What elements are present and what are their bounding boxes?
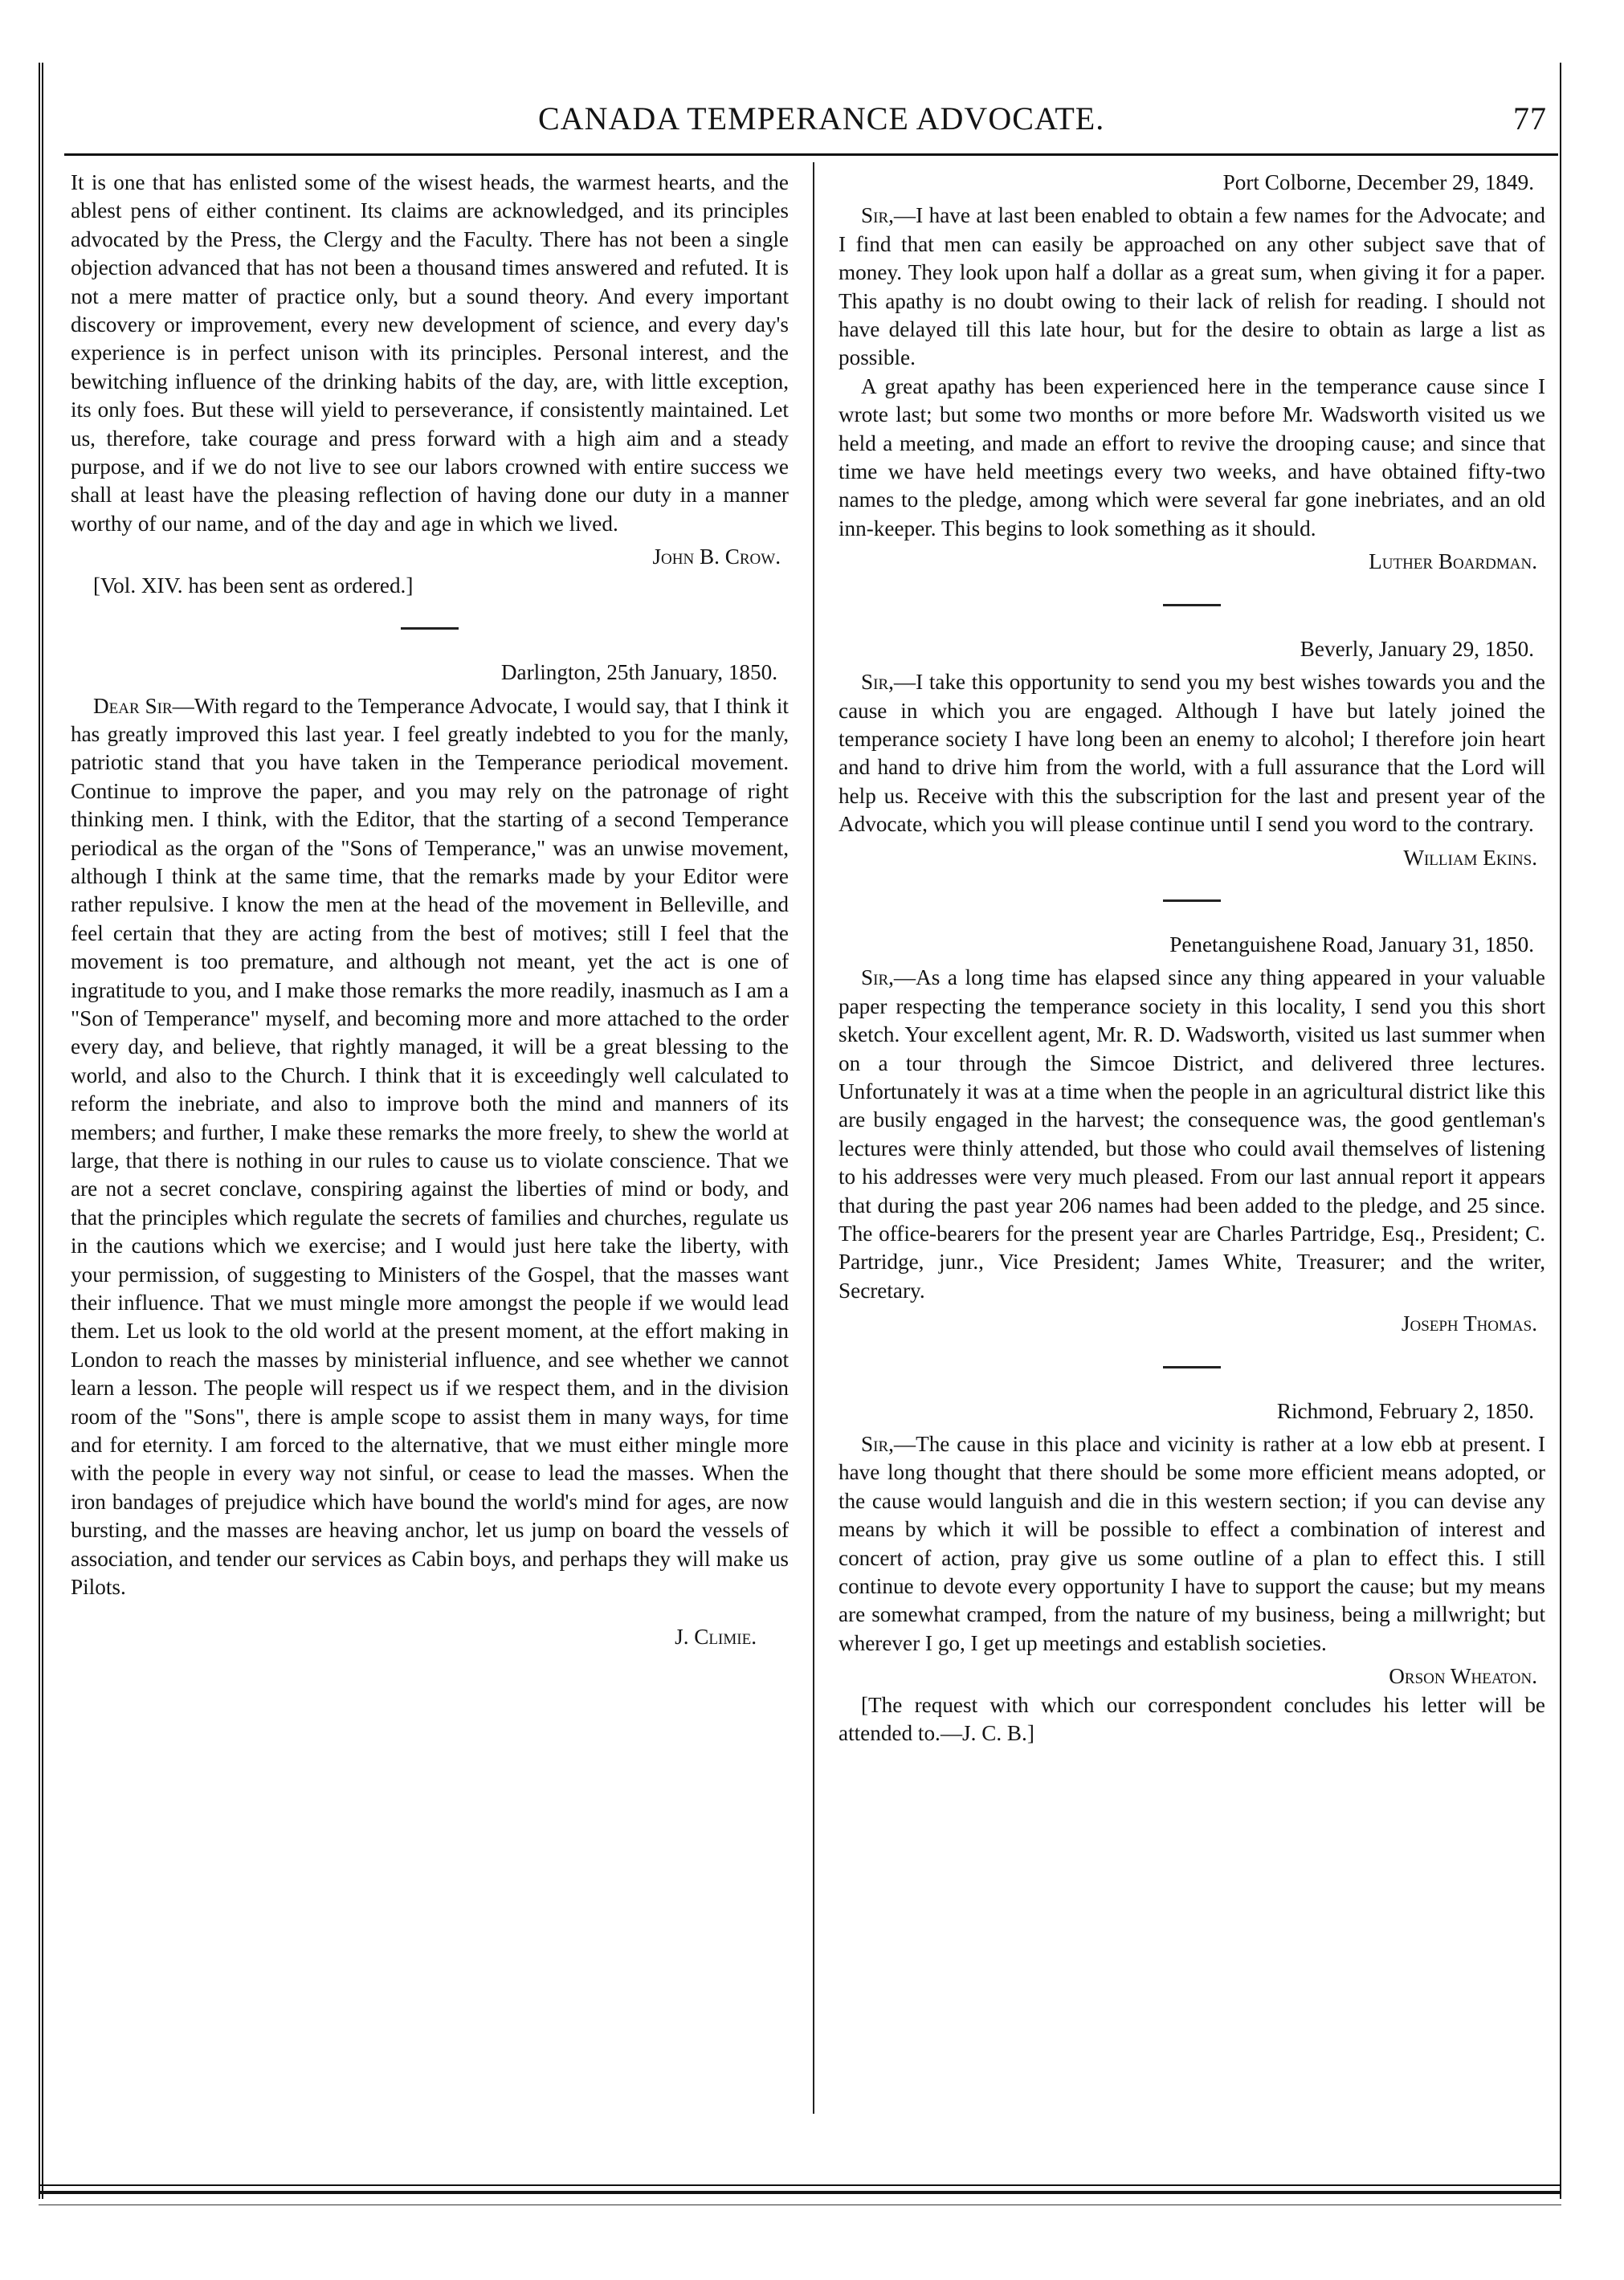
letter-wheaton-body <box>839 1430 1545 1658</box>
signature-climie: J. Climie. <box>675 1624 757 1649</box>
section-separator <box>1163 899 1221 902</box>
salutation: Sir, <box>861 203 894 228</box>
section-separator <box>1163 1366 1221 1368</box>
page-number: 77 <box>1513 100 1547 137</box>
section-separator <box>401 627 459 630</box>
signature-ekins: William Ekins. <box>1403 845 1537 870</box>
letter-climie-body <box>71 692 789 1602</box>
salutation: Sir, <box>861 1432 894 1457</box>
running-header <box>64 93 1558 149</box>
letter-boardman-body <box>839 202 1545 372</box>
editor-note-right: [The request with which our correspondent concludes his letter will be attended to.—J. C. B.] <box>839 1692 1545 1746</box>
signature-boardman: Luther Boardman. <box>1369 549 1537 574</box>
bottom-rule <box>39 2184 1561 2194</box>
salutation: Sir, <box>861 965 894 990</box>
dateline-penetanguishene: Penetanguishene Road, January 31, 1850. <box>1169 932 1534 956</box>
dateline-darlington: Darlington, 25th January, 1850. <box>500 660 777 685</box>
letter-climie-text: —With regard to the Temperance Advocate, I would say, that I think it has greatly improved this last year. I feel greatly indebted to you for the manly, patriotic stand that you have taken in the Temperance periodical movement. Continue to improve the paper, and you may rely on the patronage of right thinking men. I think, with the Editor, that the starting of a second Temperance periodical as the organ of the "Sons of Temperance," was an unwise movement, although I think at the same time, that the remarks made by your Editor were rather repulsive. I know the men at the head of the movement in Belleville, and feel certain that they are acting from the best of motives; still I feel that the movement is too premature, and although not meant, yet the act is one of ingratitude to you, and I make those remarks the more readily, inasmuch as I am a "Son of Temperance" myself, and becoming more and more attached to the order every day, and believe, that rightly managed, it will be a great blessing to the world, and also to the Church. I think that it is exceedingly well calculated to reform the inebriate, and also to improve both the mind and manners of its members; and further, I make these remarks the more freely, to shew the world at large, that there is nothing in our rules to cause us to violate conscience. That we are not a secret conclave, conspiring against the liberties of mind or body, and that the principles which regulate the secrets of families and churches, regulate us in the cautions which we exercise; and I would just here take the liberty, with your permission, of suggesting to Ministers of the Gospel, that the masses want their influence. That we must mingle more amongst the people if we would lead them. Let us look to the old world at the present moment, at the effort making in London to reach the masses by ministerial influence, and see whether we cannot learn a lesson. The people will respect us if we respect them, and in the division room of the "Sons", there is ample scope to assist them in many ways, for time and for eternity. I am forced to the alternative, that we must either mingle more with the people in every way not sinful, or cease to lead the masses. When the iron bandages of prejudice which have bound the world's mind for ages, are now bursting, and the masses are heaving anchor, let us jump on board the vessels of association, and tender our services as Cabin boys, and perhaps they will make us Pilots. <box>71 693 789 1600</box>
letter-ekins-body <box>839 668 1545 838</box>
dateline-port-colborne: Port Colborne, December 29, 1849. <box>1222 170 1534 194</box>
right-column <box>839 169 1545 1748</box>
column-divider <box>813 162 814 2114</box>
salutation: Sir, <box>861 670 894 695</box>
dateline-beverly: Beverly, January 29, 1850. <box>1300 636 1534 661</box>
salutation: Dear Sir <box>93 693 173 718</box>
letter-crow-body: It is one that has enlisted some of the wisest heads, the warmest hearts, and the ablest pens of either continent. Its claims are acknowledged, and its principles advocated by the Press, the Clergy and the Faculty. There has not been a single objection advanced that has not been a thousand times answered and refuted. It is not a mere matter of practice only, but a sound theory. And every important discovery or improvement, every new development of science, and every day's experience is in perfect unison with its principles. Personal interest, and the bewitching influence of the drinking habits of the day, are, with little exception, its only foes. But these will yield to perseverance, if consistently maintained. Let us, therefore, take courage and press forward with a high aim and a steady purpose, and if we do not live to see our labors crowned with entire success we shall at least have the pleasing reflection of having done our duty in a manner worthy of our name, and of the day and age in which we lived. <box>71 170 789 536</box>
letter-thomas-body <box>839 964 1545 1305</box>
editor-note-left: [Vol. XIV. has been sent as ordered.] <box>93 573 414 598</box>
letter-thomas-text: —As a long time has elapsed since any thing appeared in your valuable paper respecting the temperance society in this locality, I send you this short sketch. Your excellent agent, Mr. R. D. Wadsworth, visited us last summer when on a tour through the Simcoe District, and delivered three lectures. Unfortunately it was at a time when the people in an agricultural district like this are busily engaged in the harvest; the consequence was, the good gentleman's lectures were thinly attended, but those who could avail themselves of listening to his addresses were very much pleased. From our last annual report it appears that during the past year 206 names had been added to the pledge, and 25 since. The office-bearers for the present year are Charles Partridge, Esq., President; C. Partridge, junr., Vice President; James White, Treasurer; and the writer, Secretary. <box>839 965 1545 1303</box>
letter-boardman-text-1: —I have at last been enabled to obtain a few names for the Advocate; and I find that men can easily be approached on any other subject save that of money. They look upon half a dollar as a great sum, when giving it for a paper. This apathy is no doubt owing to their lack of relish for reading. I should not have delayed till this late hour, but for the desire to obtain as large a list as possible. <box>839 203 1545 370</box>
letter-boardman-text-2: A great apathy has been experienced here in the temperance cause since I wrote last; but some two months or more before Mr. Wadsworth visited us we held a meeting, and made an effort to revive the drooping cause; and since that time we have held meetings every two weeks, and have obtained fifty-two names to the pledge, among which were several far gone inebriates, and an old inn-keeper. This begins to look something as it should. <box>839 373 1545 540</box>
header-rule <box>64 153 1558 156</box>
dateline-richmond: Richmond, February 2, 1850. <box>1276 1398 1534 1423</box>
signature-thomas: Joseph Thomas. <box>1401 1311 1537 1336</box>
signature-wheaton: Orson Wheaton. <box>1389 1664 1537 1689</box>
letter-wheaton-text: —The cause in this place and vicinity is rather at a low ebb at present. I have long thought that there should be some more efficient means adopted, or the cause would languish and die in this western section; if you can devise any means by which it will be possible to effect a combination of interest and concert of action, pray give us some outline of a plan to effect this. I still continue to devote every opportunity I have to support the cause; but my means are somewhat cramped, from the nature of my business, being a millwright; but wherever I go, I get up meetings and establish societies. <box>839 1432 1545 1655</box>
periodical-title: CANADA TEMPERANCE ADVOCATE. <box>538 100 1105 137</box>
section-separator <box>1163 604 1221 606</box>
signature-crow: John B. Crow. <box>652 545 781 569</box>
left-column <box>71 169 789 1651</box>
letter-ekins-text: —I take this opportunity to send you my best wishes towards you and the cause in which you are engaged. Although I have but lately joined the temperance society I have long been an enemy to alcohol; I therefore join heart and hand to drive him from the world, with a full assurance that the Lord will help us. Receive with this the subscription for the last and present year of the Advocate, which you will please continue until I send you word to the contrary. <box>839 670 1545 837</box>
